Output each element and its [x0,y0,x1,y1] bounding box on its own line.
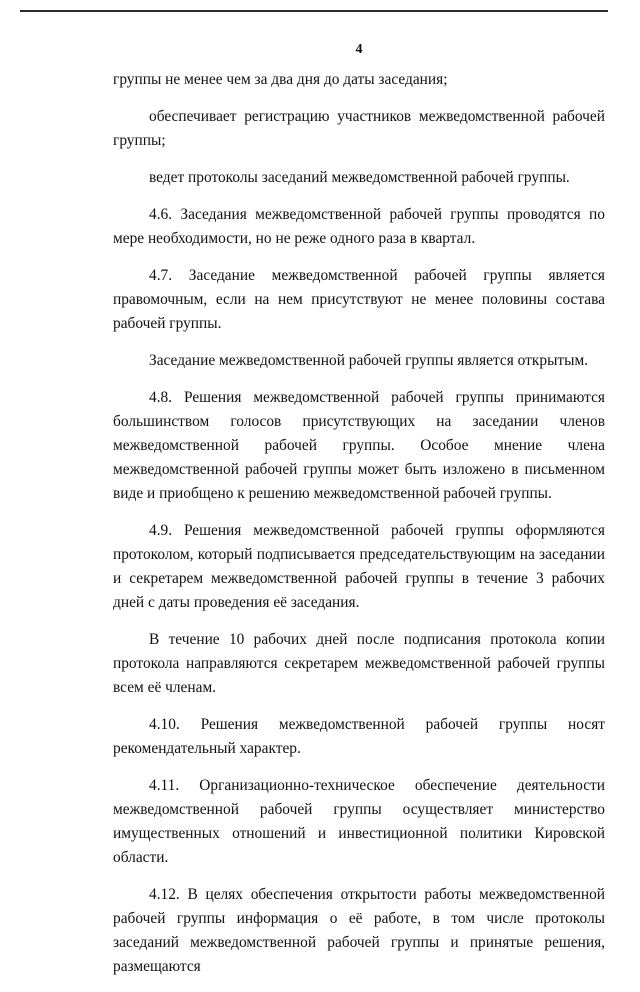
paragraph-registration: обеспечивает регистрацию участников межведомственной рабочей группы; [113,108,605,149]
paragraph-4-6: 4.6. Заседания межведомственной рабочей группы проводятся по мере необходимости, но не реже одного раза в квартал. [113,206,605,247]
paragraph-4-12: 4.12. В целях обеспечения открытости работы межведомственной рабочей группы информация о её работе, в том числе протоколы заседаний межведомственной рабочей группы и принятые решения, размещаются [113,886,605,975]
paragraph-continuation: группы не менее чем за два дня до даты заседания; [113,71,448,88]
top-border-line [20,10,608,12]
document-page [113,40,605,992]
paragraph-4-8: 4.8. Решения межведомственной рабочей группы принимаются большинством голосов присутствующих на заседании членов межведомственной рабочей группы. Особое мнение члена межведомственной рабочей группы может быть изложено в письменном виде и приобщено к решению межведомственной рабочей группы. [113,389,605,502]
paragraph-4-7: 4.7. Заседание межведомственной рабочей группы является правомочным, если на нем присутствуют не менее половины состава рабочей группы. [113,267,605,332]
paragraph-4-10: 4.10. Решения межведомственной рабочей группы носят рекомендательный характер. [113,716,605,757]
paragraph-4-11: 4.11. Организационно-техническое обеспечение деятельности межведомственной рабочей группы осуществляет министерство имущественных отношений и инвестиционной политики Кировской области. [113,777,605,866]
page-number: 4 [355,42,363,57]
paragraph-open-meeting: Заседание межведомственной рабочей группы является открытым. [149,352,589,369]
paragraph-4-9: 4.9. Решения межведомственной рабочей группы оформляются протоколом, который подписывается председательствующим на заседании и секретарем межведомственной рабочей группы в течение 3 рабочих дней с даты проведения её заседания. [113,522,605,611]
paragraph-protocol-copies: В течение 10 рабочих дней после подписания протокола копии протокола направляются секретарем межведомственной рабочей группы всем её членам. [113,631,605,696]
paragraph-minutes: ведет протоколы заседаний межведомственной рабочей группы. [149,169,570,186]
